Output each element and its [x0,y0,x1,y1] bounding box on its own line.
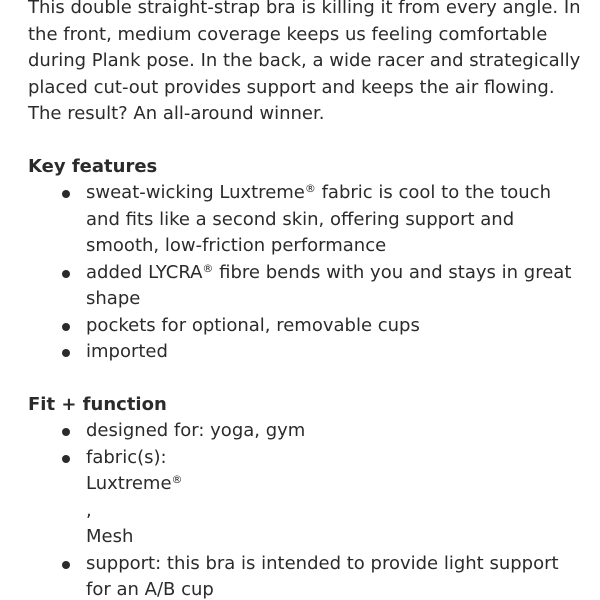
key-features-list [28,180,588,366]
product-description [28,0,588,600]
feature-text: pockets for optional, removable cups [86,314,420,336]
feature-text-before: added LYCRA [86,261,203,283]
bullet-icon [62,561,70,569]
list-item [28,260,588,313]
fabric-mesh: Mesh [86,526,134,547]
bullet-icon [62,190,70,198]
designed-for-text: designed for: yoga, gym [86,420,306,441]
fabrics-label: fabric(s): [86,446,167,468]
list-item [28,313,588,340]
fabric-separator: , [86,499,92,521]
bullet-icon [62,349,70,357]
feature-text-after: fibre bends with you and stays in great shape [86,261,572,309]
fit-function-list [28,418,588,600]
key-features-section [28,154,588,366]
support-text: support: this bra is intended to provide light support for an A/B cup [86,552,559,600]
bullet-icon [62,323,70,331]
intro-paragraph: This double straight-strap bra is killing it from every angle. In the front, medium coverage keeps us feeling comfortable during Plank pose. In the back, a wide racer and strategically placed cut-out provides support and keeps the air flowing. The result? An all-around winner. [28,0,581,124]
registered-mark: ® [202,261,214,275]
bullet-icon [62,270,70,278]
registered-mark: ® [171,473,183,486]
feature-text-after: fabric is cool to the touch and fits like a second skin, offering support and smooth, low-friction performance [86,182,551,256]
fabric-luxtreme [86,471,588,498]
key-features-title: Key features [28,155,158,177]
list-item [28,339,588,366]
bullet-icon [62,455,70,463]
feature-text: imported [86,341,168,362]
bullet-icon [62,428,70,436]
fit-function-title: Fit + function [28,393,167,415]
fabric-name: Luxtreme [86,473,172,494]
list-item [28,180,588,260]
feature-text-before: sweat-wicking Luxtreme [86,182,305,203]
list-item [28,551,588,600]
fit-function-section [28,392,588,600]
registered-mark: ® [304,182,316,195]
list-item [28,418,588,445]
list-item [28,445,588,551]
